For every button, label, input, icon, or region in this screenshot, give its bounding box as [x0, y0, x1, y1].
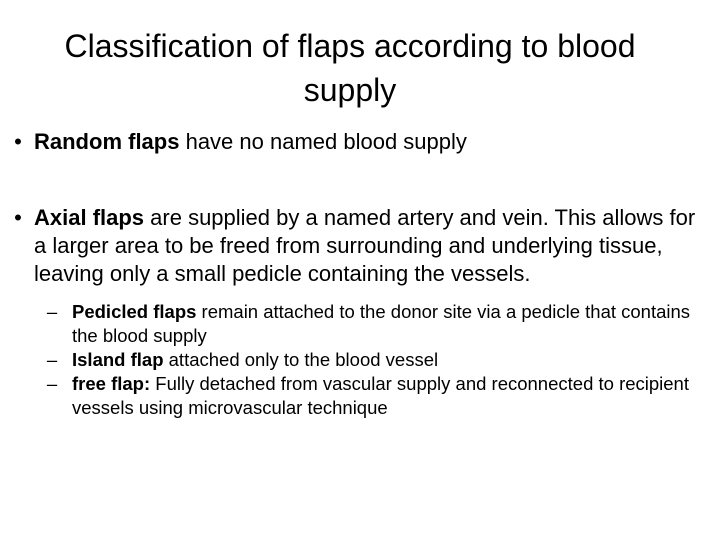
- sub-bullet-term: Pedicled flaps: [72, 301, 197, 322]
- sub-bullet-text: remain attached to the donor site via a pedicle that contains the blood supply: [72, 301, 691, 346]
- sub-bullet-island-flap: [40, 348, 710, 372]
- sub-bullet-marker: –: [46, 349, 58, 370]
- sub-bullet-list: [34, 300, 710, 420]
- sub-bullet-term: Island flap: [72, 349, 164, 370]
- bullet-text: are supplied by a named artery and vein. This allows for a larger area to be freed from surrounding and underlying tissue, leaving only a small pedicle containing the vessels.: [34, 205, 696, 286]
- sub-bullet-marker: –: [46, 301, 58, 322]
- bullet-marker: •: [14, 129, 22, 154]
- sub-bullet-marker: –: [46, 373, 58, 394]
- bullet-text: have no named blood supply: [179, 129, 467, 154]
- sub-bullet-text: attached only to the blood vessel: [163, 349, 439, 370]
- sub-bullet-free-flap: [40, 372, 710, 420]
- sub-bullet-term: free flap:: [72, 373, 151, 394]
- bullet-list: [10, 128, 710, 420]
- bullet-random-flaps: [10, 128, 710, 156]
- sub-bullet-text: Fully detached from vascular supply and reconnected to recipient vessels using microvascular technique: [72, 373, 689, 418]
- bullet-marker: •: [14, 205, 22, 230]
- bullet-axial-flaps: [10, 204, 710, 420]
- bullet-term: Axial flaps: [34, 205, 145, 230]
- slide-title: Classification of flaps according to blood supply: [64, 28, 636, 108]
- sub-bullet-pedicled-flaps: [40, 300, 710, 348]
- bullet-term: Random flaps: [34, 129, 180, 154]
